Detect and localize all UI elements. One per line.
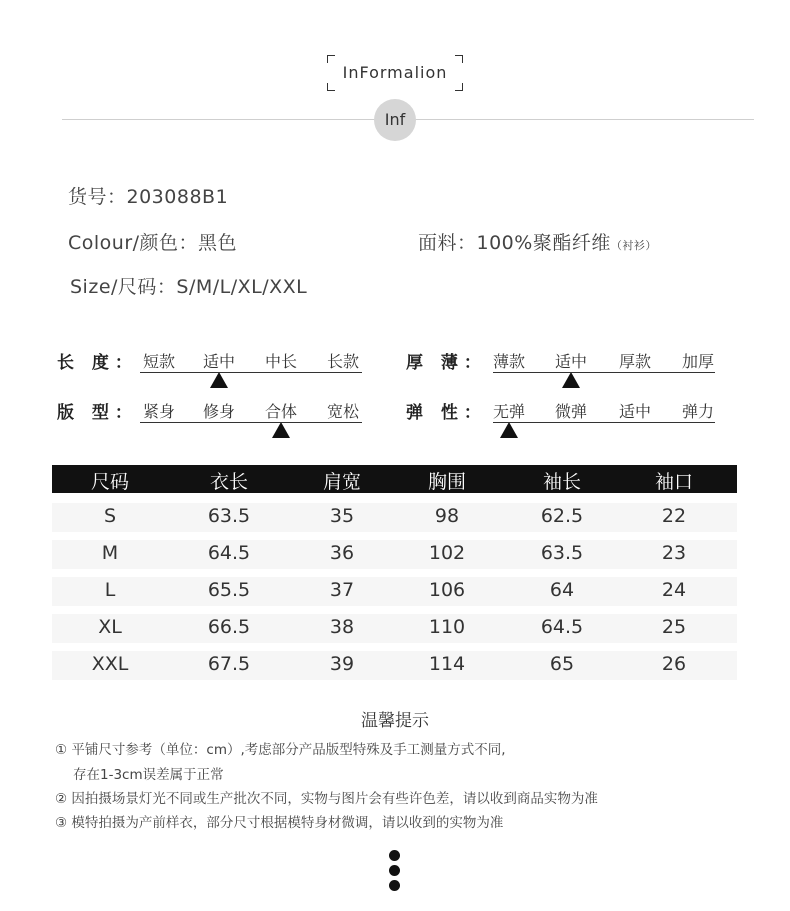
selected-marker-icon — [272, 422, 290, 438]
colour-info: Colour/颜色：黑色 — [68, 232, 238, 254]
fabric-info — [418, 228, 657, 255]
selected-marker-icon — [500, 422, 518, 438]
info-badge: Inf — [374, 99, 416, 141]
table-cell: 38 — [329, 616, 355, 638]
attr-label-thickness: 厚 薄： — [406, 353, 487, 373]
table-cell: 62.5 — [540, 505, 584, 527]
tip-item: ③ 模特拍摄为产前样衣，部分尺寸根据模特身材微调，请以收到的实物为准 — [55, 815, 504, 831]
frame-corner — [327, 83, 335, 91]
column-header: 袖口 — [654, 471, 693, 493]
tip-item: ① 平铺尺寸参考（单位：cm）,考虑部分产品版型特殊及手工测量方式不同, — [55, 742, 506, 758]
size-info: Size/尺码：S/M/L/XL/XXL — [70, 276, 308, 298]
scale-line — [493, 422, 715, 423]
table-cell: 65.5 — [207, 579, 251, 601]
attr-option: 适中 — [618, 402, 651, 421]
table-cell: 64 — [549, 579, 575, 601]
attr-label-elasticity: 弹 性： — [406, 403, 487, 423]
column-header: 尺码 — [90, 471, 129, 493]
table-cell: 64.5 — [207, 542, 251, 564]
frame-corner — [327, 55, 335, 63]
attr-option: 中长 — [264, 352, 297, 371]
attr-option: 长款 — [326, 352, 359, 371]
attr-option: 无弹 — [492, 402, 525, 421]
table-cell: 37 — [329, 579, 355, 601]
table-cell: 63.5 — [207, 505, 251, 527]
attr-option: 宽松 — [326, 402, 359, 421]
scale-line — [140, 372, 362, 373]
more-dot-icon — [389, 865, 400, 876]
table-row — [52, 577, 737, 606]
table-cell: S — [103, 505, 117, 527]
table-cell: 67.5 — [207, 653, 251, 675]
column-header: 肩宽 — [322, 471, 361, 493]
table-cell: 102 — [428, 542, 466, 564]
attr-option: 紧身 — [142, 402, 175, 421]
attr-option: 短款 — [142, 352, 175, 371]
item-number: 货号：203088B1 — [68, 186, 229, 208]
table-cell: 64.5 — [540, 616, 584, 638]
table-cell: XL — [98, 616, 122, 638]
table-row — [52, 614, 737, 643]
table-cell: 98 — [434, 505, 460, 527]
table-cell: 114 — [428, 653, 466, 675]
scale-line — [140, 422, 362, 423]
more-dot-icon — [389, 880, 400, 891]
table-cell: 23 — [661, 542, 687, 564]
tip-item: ② 因拍摄场景灯光不同或生产批次不同，实物与图片会有些许色差，请以收到商品实物为准 — [55, 791, 598, 807]
table-cell: 36 — [329, 542, 355, 564]
fabric-text: 面料：100%聚酯纤维 — [418, 232, 611, 254]
attr-option: 薄款 — [492, 352, 525, 371]
table-cell: 24 — [661, 579, 687, 601]
table-cell: 106 — [428, 579, 466, 601]
info-title: InFormalion — [342, 63, 448, 82]
frame-corner — [455, 55, 463, 63]
table-cell: 22 — [661, 505, 687, 527]
attr-option: 适中 — [202, 352, 235, 371]
table-cell: 66.5 — [207, 616, 251, 638]
table-cell: L — [104, 579, 116, 601]
attr-option: 修身 — [202, 402, 235, 421]
table-cell: 25 — [661, 616, 687, 638]
attr-option: 合体 — [264, 402, 297, 421]
column-header: 胸围 — [427, 471, 466, 493]
table-cell: 63.5 — [540, 542, 584, 564]
table-cell: 110 — [428, 616, 466, 638]
attr-option: 弹力 — [681, 402, 714, 421]
tips-title: 温馨提示 — [361, 711, 429, 731]
table-row — [52, 503, 737, 532]
attr-option: 适中 — [554, 352, 587, 371]
fabric-note: （衬衫） — [610, 239, 657, 252]
attr-label-length: 长 度： — [57, 353, 138, 373]
selected-marker-icon — [562, 372, 580, 388]
attr-option: 厚款 — [618, 352, 651, 371]
more-dot-icon — [389, 850, 400, 861]
info-title-frame — [327, 55, 463, 91]
table-row — [52, 651, 737, 680]
selected-marker-icon — [210, 372, 228, 388]
table-cell: 26 — [661, 653, 687, 675]
table-cell: 39 — [329, 653, 355, 675]
tip-item: 存在1-3cm误差属于正常 — [73, 767, 224, 783]
frame-corner — [455, 83, 463, 91]
attr-option: 微弹 — [554, 402, 587, 421]
table-cell: M — [101, 542, 119, 564]
table-cell: 65 — [549, 653, 575, 675]
table-cell: 35 — [329, 505, 355, 527]
table-row — [52, 540, 737, 569]
table-header — [52, 465, 737, 493]
attr-option: 加厚 — [681, 352, 714, 371]
column-header: 袖长 — [542, 471, 581, 493]
column-header: 衣长 — [209, 471, 248, 493]
scale-line — [493, 372, 715, 373]
table-cell: XXL — [91, 653, 129, 675]
attr-label-fit: 版 型： — [57, 403, 138, 423]
